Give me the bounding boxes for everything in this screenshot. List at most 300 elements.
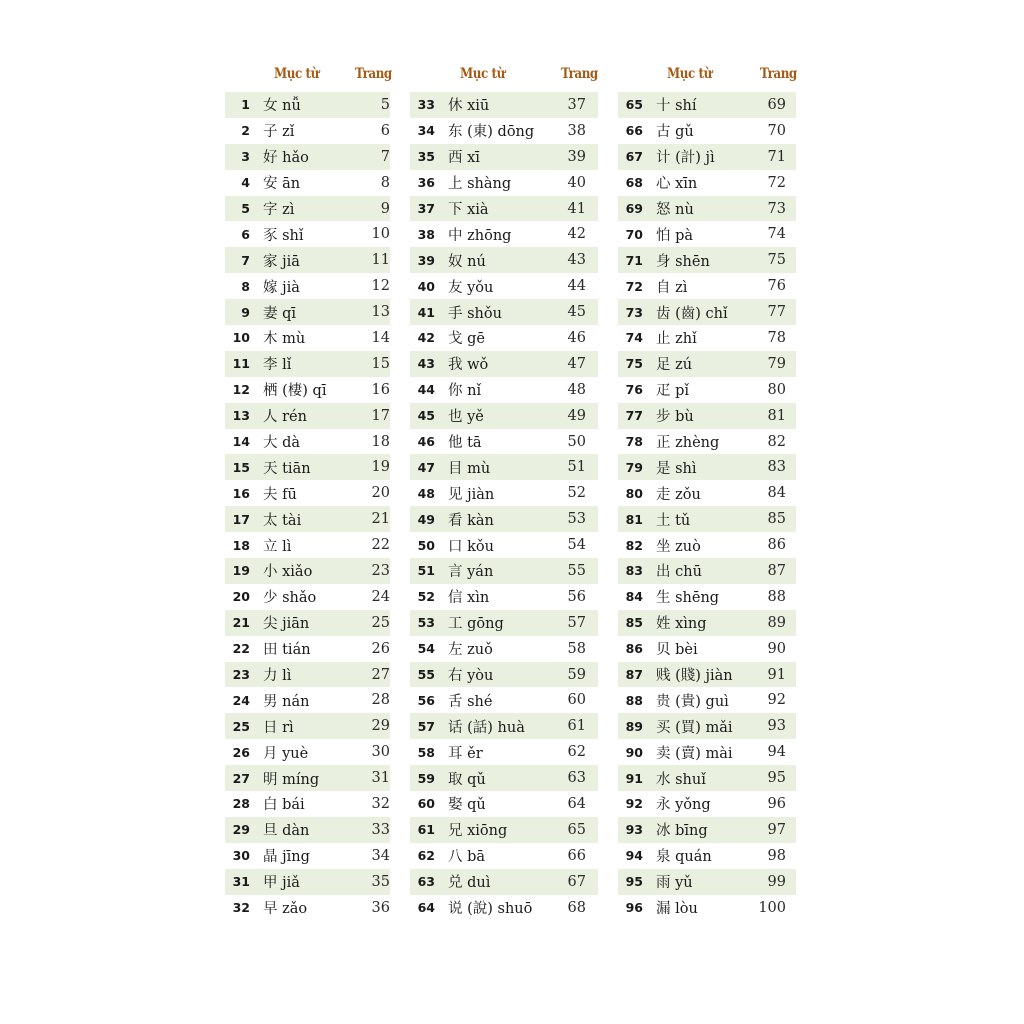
- page-number: 97: [756, 817, 796, 843]
- page-number: 20: [363, 480, 390, 506]
- entry-text: 永 yǒng: [656, 791, 756, 817]
- entry-text: 家 jiā: [263, 247, 363, 273]
- page-number: 85: [756, 506, 796, 532]
- entry-text: 耳 ěr: [448, 739, 560, 765]
- index-row: [618, 454, 796, 480]
- row-number: 85: [618, 610, 656, 636]
- page-number: 48: [560, 377, 598, 403]
- index-row: [618, 221, 796, 247]
- index-row: [618, 662, 796, 688]
- row-number: 50: [410, 532, 448, 558]
- entry-text: 怕 pà: [656, 221, 756, 247]
- entry-text: 口 kǒu: [448, 532, 560, 558]
- index-row: [410, 843, 598, 869]
- entry-text: 也 yě: [448, 403, 560, 429]
- row-number: 88: [618, 687, 656, 713]
- row-number: 24: [225, 687, 263, 713]
- index-row: [410, 610, 598, 636]
- index-row: [225, 299, 390, 325]
- row-number: 86: [618, 636, 656, 662]
- row-number: 42: [410, 325, 448, 351]
- page-number: 19: [363, 454, 390, 480]
- index-row: [225, 429, 390, 455]
- page-number: 92: [756, 687, 796, 713]
- index-row: [410, 429, 598, 455]
- index-row: [410, 221, 598, 247]
- page-number: 87: [756, 558, 796, 584]
- entry-text: 足 zú: [656, 351, 756, 377]
- page-number: 58: [560, 636, 598, 662]
- entry-text: 心 xīn: [656, 170, 756, 196]
- index-row: [410, 765, 598, 791]
- page-number: 77: [756, 299, 796, 325]
- entry-text: 友 yǒu: [448, 273, 560, 299]
- page-number: 36: [363, 895, 390, 921]
- row-number: 82: [618, 532, 656, 558]
- page-number: 14: [363, 325, 390, 351]
- index-row: [618, 144, 796, 170]
- index-row: [410, 895, 598, 921]
- row-number: 38: [410, 221, 448, 247]
- entry-text: 月 yuè: [263, 739, 363, 765]
- page-number: 88: [756, 584, 796, 610]
- entry-text: 泉 quán: [656, 843, 756, 869]
- page-number: 41: [560, 196, 598, 222]
- index-row: [225, 144, 390, 170]
- index-row: [618, 713, 796, 739]
- index-row: [225, 377, 390, 403]
- index-row: [225, 92, 390, 118]
- index-row: [618, 869, 796, 895]
- row-number: 36: [410, 170, 448, 196]
- page-number: 28: [363, 687, 390, 713]
- row-number: 26: [225, 739, 263, 765]
- index-row: [618, 843, 796, 869]
- index-row: [225, 791, 390, 817]
- row-number: 6: [225, 221, 263, 247]
- row-number: 67: [618, 144, 656, 170]
- row-number: 70: [618, 221, 656, 247]
- entry-text: 见 jiàn: [448, 480, 560, 506]
- entry-text: 立 lì: [263, 532, 363, 558]
- entry-text: 李 lǐ: [263, 351, 363, 377]
- index-row: [618, 170, 796, 196]
- index-row: [410, 713, 598, 739]
- index-row: [225, 869, 390, 895]
- row-number: 59: [410, 765, 448, 791]
- row-number: 96: [618, 895, 656, 921]
- page-number: 8: [363, 170, 390, 196]
- page-number: 16: [363, 377, 390, 403]
- entry-text: 我 wǒ: [448, 351, 560, 377]
- row-number: 7: [225, 247, 263, 273]
- index-row: [410, 558, 598, 584]
- entry-text: 安 ān: [263, 170, 363, 196]
- entry-text: 少 shǎo: [263, 584, 363, 610]
- page-number: 7: [363, 144, 390, 170]
- entry-text: 话 (話) huà: [448, 713, 560, 739]
- row-number: 79: [618, 454, 656, 480]
- entry-text: 木 mù: [263, 325, 363, 351]
- row-number: 52: [410, 584, 448, 610]
- page-number: 30: [363, 739, 390, 765]
- row-number: 73: [618, 299, 656, 325]
- row-number: 94: [618, 843, 656, 869]
- row-number: 63: [410, 869, 448, 895]
- index-row: [410, 817, 598, 843]
- index-row: [410, 869, 598, 895]
- page-number: 91: [756, 662, 796, 688]
- page-number: 12: [363, 273, 390, 299]
- row-number: 8: [225, 273, 263, 299]
- row-number: 83: [618, 558, 656, 584]
- index-row: [618, 480, 796, 506]
- entry-text: 右 yòu: [448, 662, 560, 688]
- col1-page-header: Trang: [355, 66, 392, 82]
- entry-text: 你 nǐ: [448, 377, 560, 403]
- entry-text: 下 xià: [448, 196, 560, 222]
- entry-text: 贱 (賤) jiàn: [656, 662, 756, 688]
- page-number: 57: [560, 610, 598, 636]
- page-number: 37: [560, 92, 598, 118]
- entry-text: 八 bā: [448, 843, 560, 869]
- page-number: 56: [560, 584, 598, 610]
- row-number: 45: [410, 403, 448, 429]
- index-row: [410, 377, 598, 403]
- row-number: 32: [225, 895, 263, 921]
- page-number: 99: [756, 869, 796, 895]
- index-row: [618, 895, 796, 921]
- row-number: 12: [225, 377, 263, 403]
- entry-text: 贝 bèi: [656, 636, 756, 662]
- page-number: 11: [363, 247, 390, 273]
- index-row: [225, 713, 390, 739]
- page-number: 75: [756, 247, 796, 273]
- row-number: 76: [618, 377, 656, 403]
- index-row: [618, 118, 796, 144]
- page-number: 68: [560, 895, 598, 921]
- entry-text: 卖 (賣) mài: [656, 739, 756, 765]
- entry-text: 姓 xìng: [656, 610, 756, 636]
- index-row: [410, 299, 598, 325]
- entry-text: 小 xiǎo: [263, 558, 363, 584]
- index-row: [618, 817, 796, 843]
- row-number: 1: [225, 92, 263, 118]
- index-row: [225, 196, 390, 222]
- row-number: 5: [225, 196, 263, 222]
- index-row: [225, 273, 390, 299]
- row-number: 93: [618, 817, 656, 843]
- entry-text: 坐 zuò: [656, 532, 756, 558]
- entry-text: 人 rén: [263, 403, 363, 429]
- row-number: 47: [410, 454, 448, 480]
- row-number: 64: [410, 895, 448, 921]
- entry-text: 田 tián: [263, 636, 363, 662]
- entry-text: 奴 nú: [448, 247, 560, 273]
- page-number: 95: [756, 765, 796, 791]
- index-row: [618, 532, 796, 558]
- entry-text: 自 zì: [656, 273, 756, 299]
- row-number: 57: [410, 713, 448, 739]
- page-number: 84: [756, 480, 796, 506]
- entry-text: 娶 qǔ: [448, 791, 560, 817]
- row-number: 65: [618, 92, 656, 118]
- row-number: 13: [225, 403, 263, 429]
- page-number: 73: [756, 196, 796, 222]
- index-row: [225, 221, 390, 247]
- index-row: [225, 170, 390, 196]
- page-number: 81: [756, 403, 796, 429]
- index-row: [225, 506, 390, 532]
- index-row: [618, 636, 796, 662]
- row-number: 33: [410, 92, 448, 118]
- index-row: [225, 480, 390, 506]
- row-number: 34: [410, 118, 448, 144]
- row-number: 31: [225, 869, 263, 895]
- entry-text: 字 zì: [263, 196, 363, 222]
- row-number: 22: [225, 636, 263, 662]
- index-row: [225, 610, 390, 636]
- entry-text: 正 zhèng: [656, 429, 756, 455]
- page-number: 55: [560, 558, 598, 584]
- page-number: 60: [560, 687, 598, 713]
- row-number: 17: [225, 506, 263, 532]
- entry-text: 十 shí: [656, 92, 756, 118]
- page-number: 67: [560, 869, 598, 895]
- row-number: 21: [225, 610, 263, 636]
- row-number: 68: [618, 170, 656, 196]
- index-row: [225, 817, 390, 843]
- entry-text: 天 tiān: [263, 454, 363, 480]
- page-number: 23: [363, 558, 390, 584]
- page-number: 42: [560, 221, 598, 247]
- entry-text: 力 lì: [263, 662, 363, 688]
- page-number: 5: [363, 92, 390, 118]
- page-number: 29: [363, 713, 390, 739]
- page-number: 43: [560, 247, 598, 273]
- index-row: [225, 662, 390, 688]
- row-number: 95: [618, 869, 656, 895]
- index-row: [225, 636, 390, 662]
- page-number: 59: [560, 662, 598, 688]
- index-row: [225, 325, 390, 351]
- row-number: 87: [618, 662, 656, 688]
- row-number: 2: [225, 118, 263, 144]
- row-number: 37: [410, 196, 448, 222]
- entry-text: 古 gǔ: [656, 118, 756, 144]
- page-number: 100: [756, 895, 796, 921]
- entry-text: 休 xiū: [448, 92, 560, 118]
- index-row: [618, 325, 796, 351]
- row-number: 11: [225, 351, 263, 377]
- page-number: 31: [363, 765, 390, 791]
- page-number: 26: [363, 636, 390, 662]
- row-number: 15: [225, 454, 263, 480]
- col2-entry-header: Mục từ: [460, 66, 505, 82]
- page-number: 49: [560, 403, 598, 429]
- row-number: 89: [618, 713, 656, 739]
- page-number: 69: [756, 92, 796, 118]
- row-number: 66: [618, 118, 656, 144]
- row-number: 27: [225, 765, 263, 791]
- row-number: 77: [618, 403, 656, 429]
- entry-text: 步 bù: [656, 403, 756, 429]
- entry-text: 舌 shé: [448, 687, 560, 713]
- row-number: 3: [225, 144, 263, 170]
- entry-text: 手 shǒu: [448, 299, 560, 325]
- index-row: [410, 584, 598, 610]
- index-row: [618, 403, 796, 429]
- entry-text: 东 (東) dōng: [448, 118, 560, 144]
- index-row: [410, 247, 598, 273]
- row-number: 72: [618, 273, 656, 299]
- index-row: [225, 765, 390, 791]
- row-number: 58: [410, 739, 448, 765]
- entry-text: 尖 jiān: [263, 610, 363, 636]
- page-number: 21: [363, 506, 390, 532]
- entry-text: 西 xī: [448, 144, 560, 170]
- index-row: [225, 895, 390, 921]
- row-number: 90: [618, 739, 656, 765]
- page-number: 83: [756, 454, 796, 480]
- index-row: [410, 325, 598, 351]
- row-number: 54: [410, 636, 448, 662]
- row-number: 69: [618, 196, 656, 222]
- page-number: 18: [363, 429, 390, 455]
- index-row: [225, 532, 390, 558]
- page-number: 17: [363, 403, 390, 429]
- entry-text: 夫 fū: [263, 480, 363, 506]
- row-number: 55: [410, 662, 448, 688]
- entry-text: 齿 (齒) chǐ: [656, 299, 756, 325]
- index-table-3: [618, 92, 796, 921]
- entry-text: 言 yán: [448, 558, 560, 584]
- page-number: 64: [560, 791, 598, 817]
- index-row: [225, 118, 390, 144]
- page-number: 45: [560, 299, 598, 325]
- page-number: 33: [363, 817, 390, 843]
- page-number: 10: [363, 221, 390, 247]
- entry-text: 好 hǎo: [263, 144, 363, 170]
- row-number: 16: [225, 480, 263, 506]
- index-row: [618, 273, 796, 299]
- entry-text: 说 (說) shuō: [448, 895, 560, 921]
- row-number: 41: [410, 299, 448, 325]
- entry-text: 太 tài: [263, 506, 363, 532]
- entry-text: 目 mù: [448, 454, 560, 480]
- page-number: 86: [756, 532, 796, 558]
- index-row: [410, 92, 598, 118]
- row-number: 9: [225, 299, 263, 325]
- page-number: 46: [560, 325, 598, 351]
- entry-text: 栖 (棲) qī: [263, 377, 363, 403]
- index-row: [225, 351, 390, 377]
- page-number: 89: [756, 610, 796, 636]
- entry-text: 豕 shǐ: [263, 221, 363, 247]
- index-row: [618, 739, 796, 765]
- entry-text: 雨 yǔ: [656, 869, 756, 895]
- page-number: 71: [756, 144, 796, 170]
- row-number: 61: [410, 817, 448, 843]
- page-number: 51: [560, 454, 598, 480]
- page-number: 47: [560, 351, 598, 377]
- row-number: 48: [410, 480, 448, 506]
- row-number: 39: [410, 247, 448, 273]
- entry-text: 嫁 jià: [263, 273, 363, 299]
- index-row: [410, 403, 598, 429]
- index-row: [618, 351, 796, 377]
- page-number: 35: [363, 869, 390, 895]
- entry-text: 日 rì: [263, 713, 363, 739]
- page-number: 25: [363, 610, 390, 636]
- index-row: [410, 196, 598, 222]
- index-table-2: [410, 92, 598, 921]
- index-row: [410, 739, 598, 765]
- row-number: 71: [618, 247, 656, 273]
- entry-text: 上 shàng: [448, 170, 560, 196]
- row-number: 53: [410, 610, 448, 636]
- entry-text: 取 qǔ: [448, 765, 560, 791]
- index-row: [225, 558, 390, 584]
- page-number: 61: [560, 713, 598, 739]
- page-number: 74: [756, 221, 796, 247]
- index-row: [410, 532, 598, 558]
- page-number: 96: [756, 791, 796, 817]
- page-number: 72: [756, 170, 796, 196]
- row-number: 20: [225, 584, 263, 610]
- entry-text: 妻 qī: [263, 299, 363, 325]
- page-number: 98: [756, 843, 796, 869]
- entry-text: 贵 (貴) guì: [656, 687, 756, 713]
- page-number: 80: [756, 377, 796, 403]
- row-number: 29: [225, 817, 263, 843]
- entry-text: 信 xìn: [448, 584, 560, 610]
- index-row: [410, 454, 598, 480]
- entry-text: 中 zhōng: [448, 221, 560, 247]
- index-row: [618, 765, 796, 791]
- row-number: 4: [225, 170, 263, 196]
- index-row: [225, 403, 390, 429]
- entry-text: 戈 gē: [448, 325, 560, 351]
- page-number: 38: [560, 118, 598, 144]
- entry-text: 早 zǎo: [263, 895, 363, 921]
- entry-text: 子 zǐ: [263, 118, 363, 144]
- index-row: [618, 584, 796, 610]
- row-number: 56: [410, 687, 448, 713]
- page-number: 62: [560, 739, 598, 765]
- row-number: 43: [410, 351, 448, 377]
- row-number: 62: [410, 843, 448, 869]
- row-number: 10: [225, 325, 263, 351]
- page-number: 52: [560, 480, 598, 506]
- index-row: [410, 662, 598, 688]
- row-number: 75: [618, 351, 656, 377]
- row-number: 49: [410, 506, 448, 532]
- col1-entry-header: Mục từ: [274, 66, 319, 82]
- entry-text: 是 shì: [656, 454, 756, 480]
- index-row: [225, 454, 390, 480]
- page-number: 76: [756, 273, 796, 299]
- entry-text: 计 (計) jì: [656, 144, 756, 170]
- page-number: 39: [560, 144, 598, 170]
- entry-text: 身 shēn: [656, 247, 756, 273]
- index-row: [618, 196, 796, 222]
- page-number: 66: [560, 843, 598, 869]
- row-number: 40: [410, 273, 448, 299]
- entry-text: 兑 duì: [448, 869, 560, 895]
- page-number: 32: [363, 791, 390, 817]
- page-number: 54: [560, 532, 598, 558]
